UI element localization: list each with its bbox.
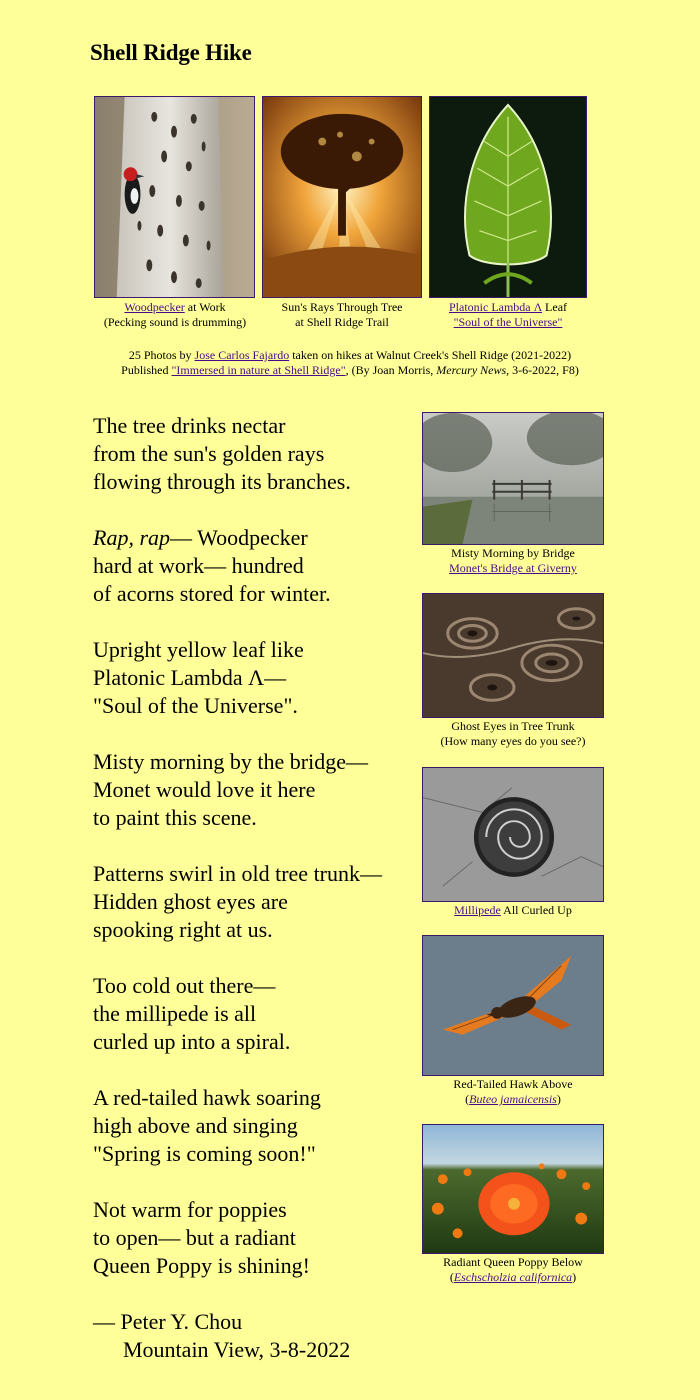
woodpecker-image [95,97,254,297]
hawk-photo[interactable] [422,935,604,1076]
poem-line: Misty morning by the bridge— [93,749,368,774]
credits-text-1: 25 Photos by [128,348,195,362]
poem-stanza [93,1196,423,1280]
poem-signature [93,1308,423,1364]
buteo-name: Buteo jamaicensis [469,1092,557,1106]
poem-line: "Spring is coming soon!" [93,1141,316,1166]
sun-rays-caption-line2: at Shell Ridge Trail [295,315,389,329]
poem-stanza [93,412,423,496]
poem [93,412,423,1364]
sun-rays-caption [252,300,432,330]
tree-trunk-caption [400,719,626,749]
poem-line: the millipede is all [93,1001,257,1026]
hawk-image [423,936,603,1075]
millipede-photo[interactable] [422,767,604,902]
poem-line: "Soul of the Universe". [93,693,298,718]
poem-line: Upright yellow leaf like [93,637,304,662]
woodpecker-caption-text: at Work [184,300,226,314]
buteo-link[interactable] [469,1092,557,1106]
tree-trunk-caption-line1: Ghost Eyes in Tree Trunk [451,719,575,733]
poppy-paren-close: ) [572,1270,577,1284]
poem-line: spooking right at us. [93,917,273,942]
poem-line: Platonic Lambda Λ— [93,665,287,690]
hawk-paren-close: ) [556,1092,561,1106]
poem-line: hard at work— hundred [93,553,304,578]
article-link[interactable]: "Immersed in nature at Shell Ridge" [171,363,346,377]
hawk-caption-line1: Red-Tailed Hawk Above [453,1077,573,1091]
poem-line: high above and singing [93,1113,298,1138]
poem-line: flowing through its branches. [93,469,351,494]
photo-credits [60,348,640,378]
credits-text-4: , (By Joan Morris, [345,363,437,377]
eschscholzia-link[interactable] [454,1270,572,1284]
tree-trunk-image [423,594,603,717]
leaf-caption [413,300,603,330]
poem-line: A red-tailed hawk soaring [93,1085,321,1110]
misty-caption-line1: Misty Morning by Bridge [451,546,575,560]
newspaper-name: Mercury News [436,363,507,377]
poppy-paren-open: ( [449,1270,454,1284]
leaf-image [430,97,586,297]
place-date-line: Mountain View, 3-8-2022 [123,1337,351,1362]
misty-bridge-image [423,413,603,544]
poppy-caption-line1: Radiant Queen Poppy Below [443,1255,583,1269]
credits-text-2: taken on hikes at Walnut Creek's Shell Ridge (2021-2022) [289,348,572,362]
platonic-lambda-link[interactable]: Platonic Lambda Λ [448,300,543,314]
rap-rap: Rap, rap [93,525,170,550]
sun-rays-caption-line1: Sun's Rays Through Tree [281,300,403,314]
poem-line: Not warm for poppies [93,1197,287,1222]
poem-line: curled up into a spiral. [93,1029,291,1054]
poem-stanza [93,636,423,720]
poem-line: Monet would love it here [93,777,316,802]
poem-stanza [93,1084,423,1168]
monet-bridge-link[interactable]: Monet's Bridge at Giverny [449,561,577,575]
poem-stanza [93,860,423,944]
poppy-photo[interactable] [422,1124,604,1254]
photographer-link[interactable]: Jose Carlos Fajardo [194,348,290,362]
leaf-photo[interactable] [429,96,587,298]
tree-trunk-photo[interactable] [422,593,604,718]
misty-bridge-caption [400,546,626,576]
poem-line [93,524,423,552]
author-line: — Peter Y. Chou [93,1309,243,1334]
eschscholzia-name: Eschscholzia californica [453,1270,573,1284]
poem-line: The tree drinks nectar [93,413,286,438]
poppy-image [423,1125,603,1253]
millipede-caption [400,903,626,918]
page-title: Shell Ridge Hike [90,40,252,65]
misty-bridge-photo[interactable] [422,412,604,545]
poem-line: Patterns swirl in old tree trunk— [93,861,383,886]
woodpecker-caption [80,300,270,330]
sun-rays-tree-photo[interactable] [262,96,422,298]
sun-rays-tree-image [263,97,421,297]
soul-of-universe-link[interactable]: "Soul of the Universe" [453,315,563,329]
rap-dash: — [170,525,198,550]
hawk-caption [400,1077,626,1107]
poem-line: Hidden ghost eyes are [93,889,288,914]
poem-stanza [93,972,423,1056]
poem-line-text: Woodpecker [197,525,308,550]
millipede-image [423,768,603,901]
poem-line: to open— but a radiant [93,1225,296,1250]
woodpecker-caption-line2: (Pecking sound is drumming) [103,315,247,329]
woodpecker-link[interactable]: Woodpecker [124,300,185,314]
poem-stanza [93,524,423,608]
tree-trunk-caption-line2: (How many eyes do you see?) [440,734,586,748]
poem-line: of acorns stored for winter. [93,581,331,606]
millipede-caption-text: All Curled Up [500,903,572,917]
poppy-caption [400,1255,626,1285]
hawk-paren-open: ( [465,1092,470,1106]
woodpecker-photo[interactable] [94,96,255,298]
millipede-link[interactable]: Millipede [454,903,501,917]
poem-line: from the sun's golden rays [93,441,325,466]
credits-text-5: , 3-6-2022, F8) [506,363,579,377]
poem-line: Queen Poppy is shining! [93,1253,310,1278]
poem-stanza [93,748,423,832]
leaf-caption-text: Leaf [542,300,568,314]
credits-text-3: Published [121,363,172,377]
poem-line: Too cold out there— [93,973,276,998]
poem-line: to paint this scene. [93,805,257,830]
